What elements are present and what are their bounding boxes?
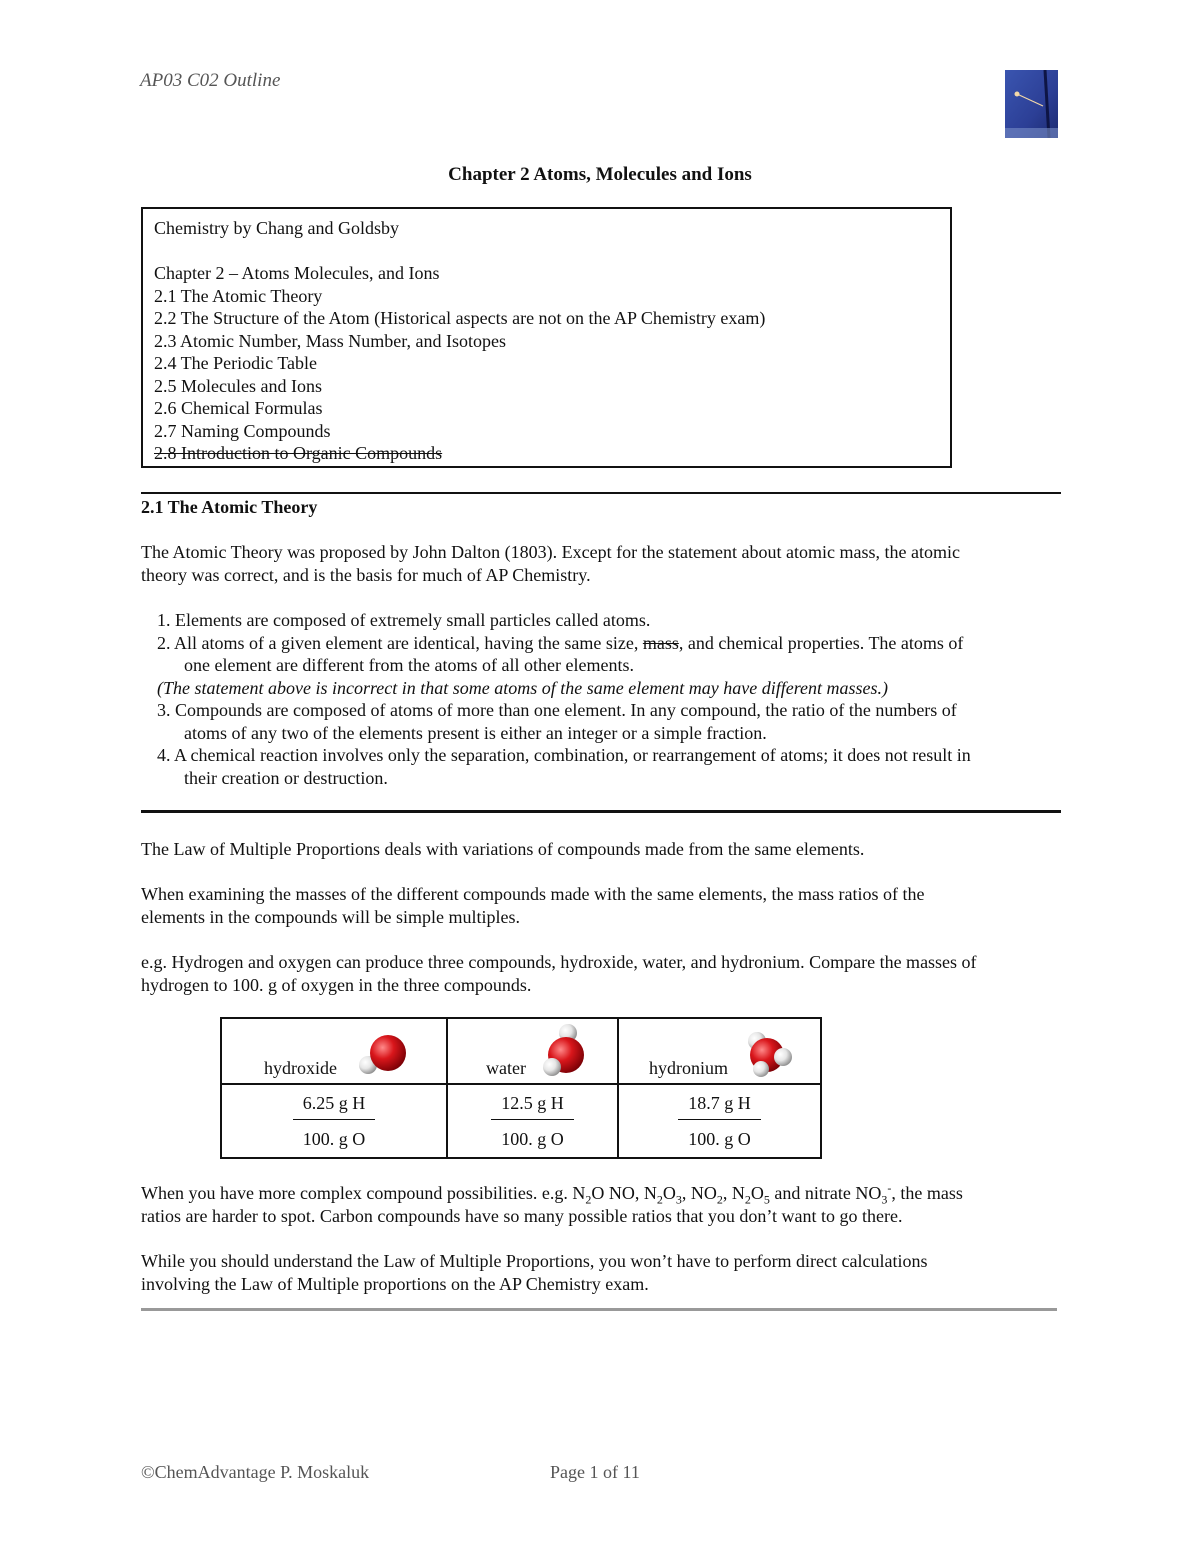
section-divider xyxy=(141,810,1061,813)
list-item xyxy=(157,744,1061,789)
fraction-denominator: 100. g O xyxy=(302,1128,366,1149)
toc-spacer xyxy=(154,240,939,263)
subscript: 3 xyxy=(881,1192,888,1207)
intro-line: The Atomic Theory was proposed by John Dalton (1803). Except for the statement about atomic mass, the atomic xyxy=(141,542,960,562)
exam-note-paragraph xyxy=(141,1250,1061,1295)
table-header-cell xyxy=(221,1018,447,1084)
text-run: and nitrate NO xyxy=(769,1183,882,1203)
paragraph-line: While you should understand the Law of Multiple Proportions, you won’t have to perform direct calculations xyxy=(141,1251,928,1271)
subscript: 2 xyxy=(585,1192,592,1207)
water-molecule-icon xyxy=(540,1023,588,1079)
list-item xyxy=(157,632,1061,677)
toc-item: 2.5 Molecules and Ions xyxy=(154,375,322,396)
item2-text: one element are different from the atoms of all other elements. xyxy=(184,655,634,675)
paragraph-line: involving the Law of Multiple proportions on the AP Chemistry exam. xyxy=(141,1273,649,1294)
item2-text: 2. All atoms of a given element are identical, having the same size, xyxy=(157,632,643,653)
mass-ratio-cell xyxy=(618,1084,821,1158)
list-item xyxy=(157,699,1061,744)
mass-ratio-cell xyxy=(447,1084,618,1158)
mass-ratio-table xyxy=(220,1017,822,1159)
section-divider xyxy=(141,492,1061,494)
superscript: - xyxy=(887,1181,892,1195)
dalton-postulates-list xyxy=(157,609,1061,789)
chapter-outline-box xyxy=(141,207,952,468)
paragraph-line: ratios are harder to spot. Carbon compounds have so many possible ratios that you don’t want to go there. xyxy=(141,1205,903,1226)
section-divider xyxy=(141,1308,1057,1311)
complex-compounds-paragraph xyxy=(141,1182,1061,1227)
mass-fraction xyxy=(293,1092,376,1150)
item2-struck-word: mass xyxy=(642,632,679,653)
intro-line: theory was correct, and is the basis for much of AP Chemistry. xyxy=(141,564,591,585)
text-run: When you have more complex compound possibilities. e.g. N xyxy=(141,1183,586,1203)
text-run: , N xyxy=(722,1183,745,1203)
text-run: , the mass xyxy=(891,1183,963,1203)
law-explanation xyxy=(141,883,1061,928)
toc-item: 2.1 The Atomic Theory xyxy=(154,285,323,306)
footer-copyright: ©ChemAdvantage P. Moskaluk xyxy=(141,1462,370,1482)
subscript: 3 xyxy=(675,1192,682,1207)
toc-item: 2.2 The Structure of the Atom (Historical aspects are not on the AP Chemistry exam) xyxy=(154,308,766,328)
toc-chapter-title: Chapter 2 – Atoms Molecules, and Ions xyxy=(154,263,440,283)
table-header-cell xyxy=(447,1018,618,1084)
text-run: O xyxy=(750,1183,764,1203)
toc-item: 2.3 Atomic Number, Mass Number, and Isotopes xyxy=(154,330,507,351)
hydroxide-molecule-icon xyxy=(358,1033,410,1077)
compound-name: hydroxide xyxy=(264,1057,337,1078)
text-run: , NO xyxy=(681,1183,717,1203)
toc-item: 2.4 The Periodic Table xyxy=(154,353,318,373)
item2-text: , and chemical properties. The atoms of xyxy=(678,632,964,653)
item3-text: 3. Compounds are composed of atoms of more than one element. In any compound, the ratio of the numbers of xyxy=(157,700,957,720)
paragraph-line: When examining the masses of the different compounds made with the same elements, the mass ratios of the xyxy=(141,884,925,904)
law-example xyxy=(141,951,1061,996)
compound-name: water xyxy=(486,1057,526,1078)
fraction-numerator: 6.25 g H xyxy=(293,1092,376,1120)
paragraph-line: elements in the compounds will be simple multiples. xyxy=(141,906,520,927)
item4-text: 4. A chemical reaction involves only the separation, combination, or rearrangement of atoms; it does not result in xyxy=(157,745,971,765)
mass-fraction xyxy=(678,1092,761,1150)
toc-book-title: Chemistry by Chang and Goldsby xyxy=(154,218,399,238)
mass-ratio-cell xyxy=(221,1084,447,1158)
fraction-denominator: 100. g O xyxy=(501,1128,564,1149)
text-run: O xyxy=(662,1183,676,1203)
fraction-numerator: 18.7 g H xyxy=(678,1092,761,1120)
toc-item: 2.7 Naming Compounds xyxy=(154,420,331,441)
text-run: O NO, N xyxy=(591,1183,657,1203)
section-heading: 2.1 The Atomic Theory xyxy=(141,497,318,517)
subscript: 5 xyxy=(763,1192,770,1207)
law-intro: The Law of Multiple Proportions deals with variations of compounds made from the same elements. xyxy=(141,839,865,859)
paragraph-line xyxy=(141,1182,1061,1205)
fraction-numerator: 12.5 g H xyxy=(491,1092,574,1120)
header-document-label: AP03 C02 Outline xyxy=(140,70,281,91)
item3-text: atoms of any two of the elements present is either an integer or a simple fraction. xyxy=(184,722,767,743)
fraction-denominator: 100. g O xyxy=(688,1128,751,1149)
hydronium-molecule-icon xyxy=(741,1029,793,1079)
mass-fraction xyxy=(491,1092,574,1150)
table-header-cell xyxy=(618,1018,821,1084)
chemadvantage-logo-icon xyxy=(1005,70,1058,138)
paragraph-line: e.g. Hydrogen and oxygen can produce three compounds, hydroxide, water, and hydronium. Compare the masses of xyxy=(141,952,977,972)
subscript: 2 xyxy=(716,1192,723,1207)
subscript: 2 xyxy=(656,1192,663,1207)
list-item: 1. Elements are composed of extremely small particles called atoms. xyxy=(157,610,651,630)
subscript: 2 xyxy=(744,1192,751,1207)
toc-item: 2.6 Chemical Formulas xyxy=(154,398,323,418)
correction-note: (The statement above is incorrect in that some atoms of the same element may have different masses.) xyxy=(157,677,889,698)
compound-name: hydronium xyxy=(649,1057,728,1078)
footer-page-number: Page 1 of 11 xyxy=(550,1462,640,1482)
toc-item-struck: 2.8 Introduction to Organic Compounds xyxy=(154,443,443,463)
item4-text: their creation or destruction. xyxy=(184,767,388,788)
atomic-theory-intro xyxy=(141,541,1061,586)
paragraph-line: hydrogen to 100. g of oxygen in the three compounds. xyxy=(141,974,532,995)
page-title: Chapter 2 Atoms, Molecules and Ions xyxy=(448,164,752,185)
